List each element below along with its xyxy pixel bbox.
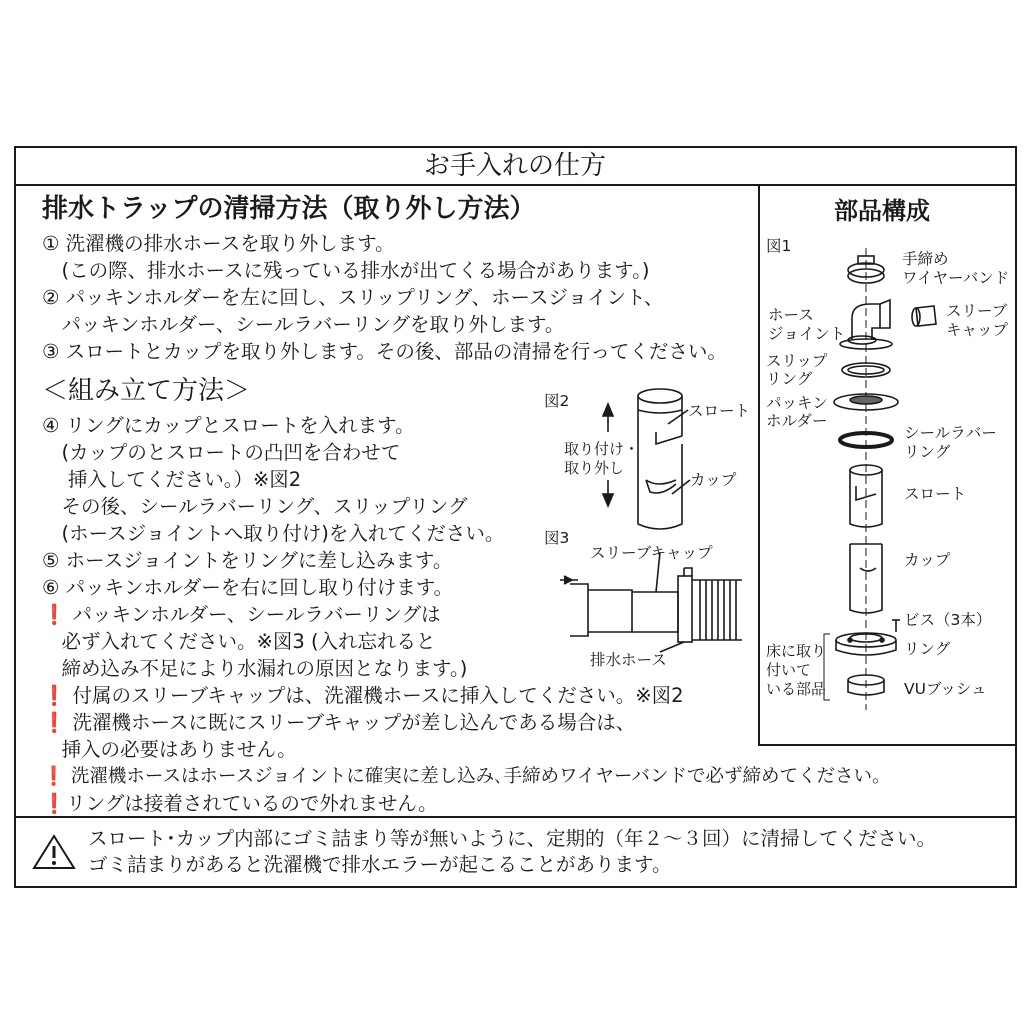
assembly-line: ⑤ ホースジョイントをリングに差し込みます。 — [42, 549, 453, 572]
part-cup-label: カップ — [904, 551, 951, 569]
floor-parts-label: いる部品 — [766, 680, 827, 698]
part-slip-ring-label: リング — [766, 370, 813, 388]
part-sleeve-cap-label: スリーブ — [946, 302, 1008, 320]
floor-parts-label: 床に取り — [766, 642, 827, 660]
fig2-label: 図2 — [544, 392, 570, 410]
warning-text: スロート･カップ内部にゴミ詰まり等が無いように、定期的（年２～３回）に清掃してください。 — [88, 827, 937, 850]
fig1-label: 図1 — [766, 237, 792, 255]
assembly-line: ④ リングにカップとスロートを入れます。 — [42, 414, 415, 437]
step-line: ③ スロートとカップを取り外します。その後、部品の清掃を行ってください。 — [42, 340, 727, 363]
fig3-label: 図3 — [544, 529, 570, 547]
warning-text: ゴミ詰まりがあると洗濯機で排水エラーが起こることがあります。 — [88, 853, 672, 876]
part-ring-label: リング — [904, 640, 951, 658]
fig2-throat-label: スロート — [688, 402, 751, 420]
caution-line: 挿入の必要はありません。 — [42, 738, 297, 761]
caution-line: ❗ 付属のスリーブキャップは、洗濯機ホースに挿入してください。※図2 — [42, 684, 684, 707]
part-throat-label: スロート — [904, 485, 967, 503]
part-hose-joint-label: ジョイント — [768, 325, 846, 343]
caution-line: ❗ 洗濯機ホースはホースジョイントに確実に差し込み､手締めワイヤーバンドで必ず締めてください。 — [42, 766, 891, 787]
assembly-line: その後、シールラバーリング、スリップリング — [42, 495, 468, 518]
step-line: ① 洗濯機の排水ホースを取り外します。 — [42, 232, 395, 255]
fig2-detach-label: 取り外し — [564, 459, 625, 477]
fig3-hose-label: 排水ホース — [590, 651, 667, 669]
part-hose-joint-label: ホース — [768, 306, 814, 324]
fig2-attach-label: 取り付け・ — [564, 440, 640, 458]
part-seal-ring-label: リング — [904, 443, 951, 461]
parts-heading: 部品構成 — [834, 197, 930, 225]
caution-line: ❗ 洗濯機ホースに既にスリーブキャップが差し込んである場合は、 — [42, 711, 636, 734]
fig1-exploded-drawing — [820, 248, 930, 718]
step-line: パッキンホルダー、シールラバーリングを取り外します。 — [42, 313, 565, 336]
part-vu-bushing-label: VUブッシュ — [904, 680, 987, 698]
removal-heading: 排水トラップの清掃方法（取り外し方法） — [42, 194, 536, 224]
caution-line: ❗リングは接着されているので外れません。 — [42, 792, 438, 815]
fig2-drawing — [596, 384, 736, 544]
step-line: ② パッキンホルダーを左に回し、スリップリング、ホースジョイント、 — [42, 286, 664, 309]
part-slip-ring-label: スリップ — [766, 352, 828, 370]
caution-line: ❗ パッキンホルダー、シールラバーリングは — [42, 603, 441, 626]
fig3-sleeve-label: スリーブキャップ — [590, 544, 713, 562]
fig2-cup-label: カップ — [690, 471, 737, 489]
warning-triangle-icon — [32, 834, 76, 870]
part-seal-ring-label: シールラバー — [904, 424, 997, 442]
part-packing-holder-label: ホルダー — [766, 412, 828, 430]
part-screw-label: ビス（3本） — [904, 611, 992, 629]
part-wire-band-label: ワイヤーバンド — [902, 269, 1010, 287]
page-title: お手入れの仕方 — [423, 151, 606, 181]
floor-parts-label: 付いて — [766, 661, 812, 679]
assembly-line: (ホースジョイントへ取り付け)を入れてください。 — [42, 522, 505, 545]
part-packing-holder-label: パッキン — [766, 394, 828, 412]
caution-line: 締め込み不足により水漏れの原因となります。) — [42, 657, 468, 680]
fig3-drawing — [560, 560, 750, 660]
assembly-line: (カップのとスロートの凸凹を合わせて — [42, 441, 401, 464]
assembly-line: ⑥ パッキンホルダーを右に回し取り付けます。 — [42, 576, 454, 599]
assembly-line: 挿入してください。）※図2 — [42, 468, 302, 491]
step-line: (この際、排水ホースに残っている排水が出てくる場合があります。) — [42, 259, 650, 282]
part-sleeve-cap-label: キャップ — [946, 321, 1009, 339]
caution-line: 必ず入れてください。※図3 (入れ忘れると — [42, 630, 436, 653]
assembly-heading: ＜組み立て方法＞ — [42, 376, 251, 406]
part-wire-band-label: 手締め — [902, 250, 949, 268]
